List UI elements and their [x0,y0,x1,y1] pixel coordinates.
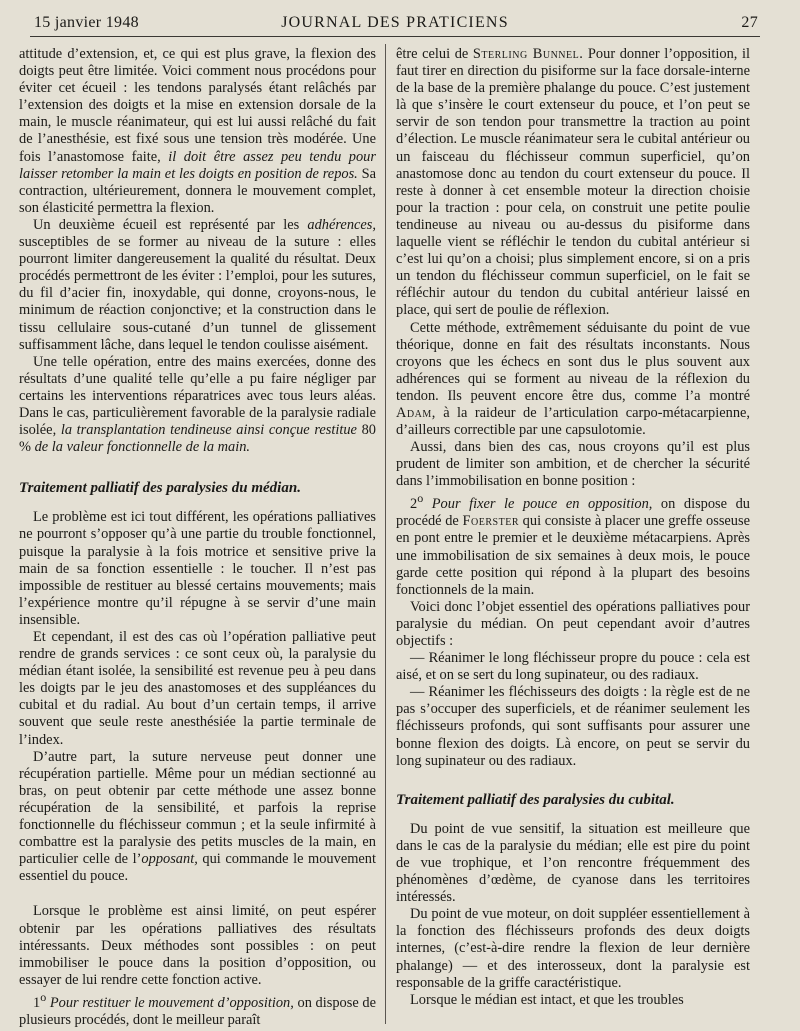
header-date: 15 janvier 1948 [34,14,139,31]
paragraph: Du point de vue sensitif, la situation est meilleure que dans le cas de la paralysie du médian; elle est pire du point de vue trophique, et l’on rencontre fréquemment des phénomènes d’œdème, de cyanose dans les territoires intéressés. [396,820,750,906]
paragraph: Voici donc l’objet essentiel des opérations palliatives pour paralysie du médian. On peut cependant avoir d’autres objectifs : [396,598,750,649]
paragraph: — Réanimer le long fléchisseur propre du pouce : cela est aisé, et on se sert du long supinateur, ou des radiaux. [396,650,750,684]
left-column [19,46,376,1029]
page-number: 27 [741,14,758,31]
paragraph: 1$^o$ Pour restituer le mouvement d’opposition, on dispose de plusieurs procédés, dont le meilleur paraît [19,989,376,1028]
paragraph: Lorsque le problème est ainsi limité, on peut espérer obtenir par les opérations palliatives des résultats intéressants. Deux méthodes sont possibles : on peut immobiliser le pouce dans la position d’opposition, ou essayer de lui rendre cette fonction active. [19,903,376,988]
paragraph: Le problème est ici tout différent, les opérations palliatives ne pourront s’opposer qu’à une partie du trouble fonctionnel, puisque la paralysie à la fois motrice et sensitive prive la main de sa fonction essentielle : le toucher. Il n’est pas impossible de restituer au blessé certains mouvements; mais l’expérience montre qu’il répugne à se servir d’une main insensible. [19,509,376,628]
paragraph: Lorsque le médian est intact, et que les troubles [410,991,684,1008]
right-column [396,46,750,1009]
section-heading: Traitement palliatif des paralysies du cubital. [396,791,675,808]
paragraph: 2$^o$ Pour fixer le pouce en opposition, on dispose du procédé de Foerster qui consiste à placer une greffe osseuse en pont entre le premier et le deuxième métacarpiens. Après une immobilisation de six semaines à deux mois, le pouce garde cette position qui répond à la plupart des besoins fonctionnels de la main. [396,491,750,598]
section-heading: Traitement palliatif des paralysies du médian. [19,480,301,497]
paragraph: — Réanimer les fléchisseurs des doigts : la règle est de ne pas s’occuper des superficiels, et de réanimer seulement les fléchisseurs profonds, qui sont suffisants pour assurer une bonne flexion des doigts. Là encore, on peut se servir du long supinateur ou des radiaux. [396,684,750,769]
column-divider [385,44,386,1024]
paragraph: être celui de Sterling Bunnel. Pour donner l’opposition, il faut tirer en direction du pisiforme sur la face dorsale-interne de la base de la première phalange du pouce. C’est justement là que s’insère le court extenseur du pouce, et l’on peut se servir de son tendon pour transmettre la traction au point d’élection. Le muscle réanimateur sera le cubital antérieur ou un faisceau du fléchisseur commun superficiel, qu’on anastomose donc au tendon du court extenseur du pouce. Il reste à donner à cet ensemble moteur la direction choisie pour la traction : pour cela, on construit une petite poulie tendineuse au niveau ou au-dessus du pisiforme dans laquelle vient se réfléchir le tendon du cubital antérieur si c’est lui qu’on a choisi; plus simplement encore, si on a pris un tendon du fléchisseur commun superficiel, on le fait se réfléchir autour du tendon du cubital antérieur laissé en place, qui sert de poulie de réflexion. [396,46,750,319]
paragraph: Une telle opération, entre des mains exercées, donne des résultats d’une qualité telle qu’elle a pu faire négliger par certains les interventions réparatrices avec tous leurs aléas. Dans le cas, particulièrement favorable de la paralysie radiale isolée, la transplantation tendineuse ainsi conçue restitue 80 % de la valeur fonctionnelle de la main. [19,353,376,456]
paragraph: Un deuxième écueil est représenté par les adhérences, susceptibles de se former au niveau de la suture : elles pourront limiter dangereusement la qualité du résultat. Deux procédés permettront de les éviter : l’emploi, pour les sutures, du fil d’acier fin, inoxydable, qui donne, croyons-nous, le minimum de réaction conjonctive; et la construction dans le tissu cellulaire sous-cutané d’un tunnel de glissement suffisamment lâche, dans lequel le tendon coulisse aisément. [19,216,376,353]
paragraph: Aussi, dans bien des cas, nous croyons qu’il est plus prudent de limiter son ambition, et de chercher la sécurité dans l’immobilisation en bonne position : [396,439,750,490]
paragraph: Du point de vue moteur, on doit suppléer essentiellement à la fonction des fléchisseurs profonds des deux doigts internes, (c’est-à-dire rendre la flexion de leur dernière phalange) — et des interosseux, dont la paralysie est responsable de la griffe caractéristique. [396,906,750,991]
paragraph: Cette méthode, extrêmement séduisante du point de vue théorique, donne en fait des résultats inconstants. Nous croyons que les échecs en sont dus le plus souvent aux adhérences qui se forment au niveau de la réflexion du tendon. Ils peuvent encore être dus, comme l’a montré Adam, à la raideur de l’articulation carpo-métacarpienne, d’ailleurs correctible par une capsulotomie. [396,319,750,439]
journal-title: JOURNAL DES PRATICIENS [281,14,509,31]
paragraph: Et cependant, il est des cas où l’opération palliative peut rendre de grands services : ce sont ceux où, la paralysie du médian étant isolée, la sensibilité est revenue peu à peu dans les doigts par le jeu des anastomoses et des suppléances du cubital et du radial. Au bout d’un certain temps, il arrive souvent que seule reste anesthésiée la partie terminale de l’index. [19,629,376,748]
paragraph: D’autre part, la suture nerveuse peut donner une récupération partielle. Même pour un médian sectionné au bras, on peut obtenir par cette méthode une assez bonne récupération de la sensibilité, et parfois la reprise fonctionnelle du fléchisseur commun ; et la seule infirmité à combattre est la paralysie des petits muscles de la main, en particulier celle de l’opposant, qui commande le mouvement essentiel du pouce. [19,748,376,885]
page-header [30,10,760,37]
paragraph: attitude d’extension, et, ce qui est plus grave, la flexion des doigts peut être limitée. Voici comment nous procédons pour éviter cet écueil : les tendons paralysés étant relâchés par l’extension des doigts et la mise en extension dorsale de la main, le muscle réanimateur, qui est lui aussi relâché du fait de l’anesthésie, est fixé sous une tension très modérée. Une fois l’anastomose faite, il doit être assez peu tendu pour laisser retomber la main et les doigts en position de repos. Sa contraction, ultérieurement, donnera le mouvement complet, son élasticité permettra la flexion. [19,46,376,216]
